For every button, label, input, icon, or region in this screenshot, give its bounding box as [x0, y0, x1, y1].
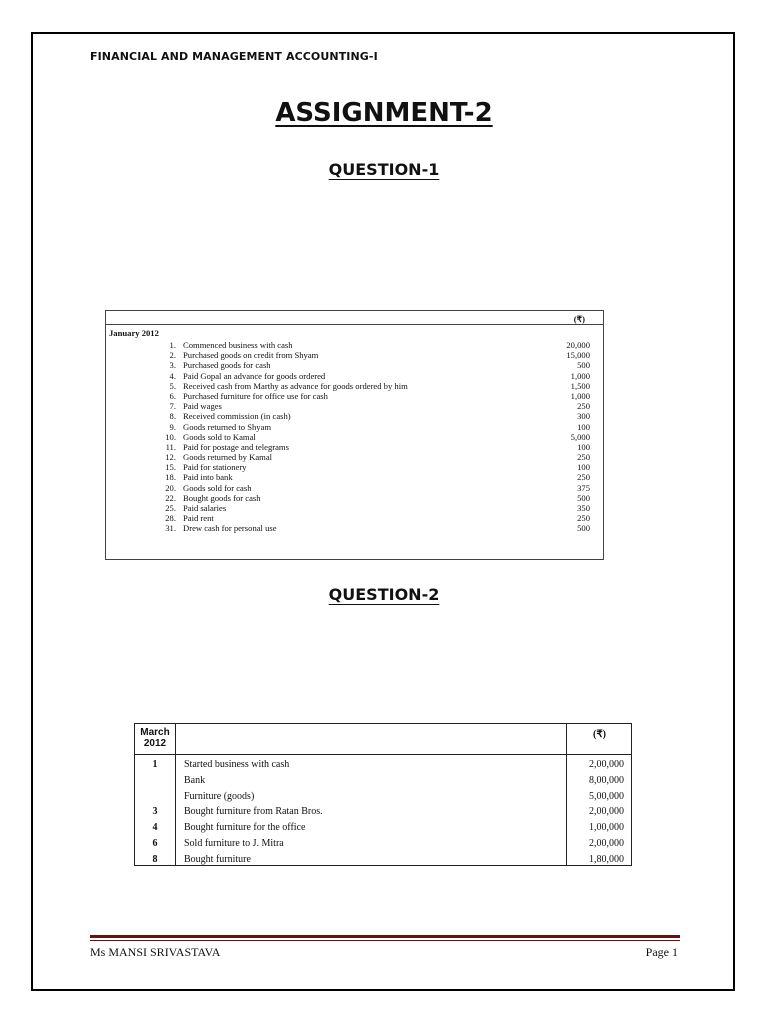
question-1-heading-text: QUESTION-1: [328, 160, 440, 179]
entry-description: Started business with cash: [184, 759, 290, 770]
entry-amount: 100: [577, 421, 590, 432]
entry-date: 4.: [169, 370, 176, 381]
entry-amount: 375: [577, 482, 590, 493]
entry-date: 8.: [169, 411, 176, 422]
question-1-heading: [0, 160, 768, 179]
entry-amount: 15,000: [566, 350, 590, 361]
table-row: [106, 483, 603, 493]
table-row: [106, 391, 603, 401]
entry-amount: 5,00,000: [589, 790, 624, 802]
entry-description: Commenced business with cash: [183, 340, 293, 350]
currency-header: (₹): [573, 314, 585, 324]
entry-description: Paid for postage and telegrams: [183, 441, 289, 452]
month-label: January 2012: [109, 328, 159, 338]
table-row: [106, 381, 603, 391]
table-row: [106, 462, 603, 472]
table-row: [106, 422, 603, 432]
entry-description: Paid Gopal an advance for goods ordered: [183, 370, 326, 381]
month-label: [135, 727, 175, 749]
footer-divider: [90, 935, 680, 938]
table-row: [135, 789, 631, 805]
table-divider: [135, 754, 631, 755]
currency-header: (₹): [592, 729, 607, 740]
entry-amount: 2,00,000: [589, 806, 624, 818]
entry-amount: 8,00,000: [589, 774, 624, 786]
entry-amount: 350: [577, 503, 590, 513]
entry-description: Furniture (goods): [184, 790, 255, 802]
footer-author: Ms MANSI SRIVASTAVA: [90, 945, 221, 959]
entry-date: 6: [152, 837, 158, 849]
entry-date: 10.: [165, 431, 176, 442]
question-1-rows: [106, 340, 603, 534]
footer-page-number: Page 1: [645, 945, 678, 959]
table-row: [106, 523, 603, 533]
entry-date: 6.: [169, 390, 176, 401]
table-row: [106, 503, 603, 513]
entry-description: Bought furniture: [184, 853, 251, 865]
entry-amount: 100: [577, 441, 590, 452]
table-row: [135, 820, 631, 836]
table-row: [106, 452, 603, 462]
entry-description: Received cash from Marthy as advance for goods ordered by him: [183, 380, 408, 391]
table-row: [106, 401, 603, 411]
footer-divider: [90, 940, 680, 941]
entry-date: 22.: [165, 492, 176, 503]
entry-amount: 500: [577, 492, 590, 503]
entry-amount: 5,000: [570, 431, 590, 442]
entry-description: Goods returned to Shyam: [183, 421, 272, 432]
entry-amount: 1,00,000: [589, 822, 624, 834]
question-2-rows: [135, 757, 631, 868]
table-row: [106, 442, 603, 452]
entry-date: 3: [152, 806, 158, 818]
question-1-table: [105, 310, 604, 560]
entry-date: 12.: [165, 452, 176, 463]
table-row: [135, 804, 631, 820]
table-row: [135, 757, 631, 773]
entry-amount: 300: [577, 411, 590, 422]
entry-date: 1.: [169, 340, 176, 350]
entry-date: 7.: [169, 401, 176, 412]
entry-description: Paid rent: [183, 513, 214, 524]
table-row: [106, 340, 603, 350]
month-label-line1: March: [140, 727, 170, 738]
entry-description: Bank: [184, 774, 206, 786]
entry-description: Paid wages: [183, 401, 222, 412]
table-row: [106, 472, 603, 482]
entry-date: 15.: [165, 462, 176, 473]
entry-description: Paid for stationery: [183, 462, 247, 473]
entry-amount: 1,500: [570, 380, 590, 391]
entry-amount: 100: [577, 462, 590, 473]
entry-description: Received commission (in cash): [183, 411, 291, 422]
table-row: [106, 411, 603, 421]
entry-description: Bought furniture for the office: [184, 822, 306, 834]
entry-date: 5.: [169, 380, 176, 391]
table-row: [106, 371, 603, 381]
table-row: [106, 432, 603, 442]
entry-description: Bought furniture from Ratan Bros.: [184, 806, 323, 818]
entry-amount: 250: [577, 472, 590, 483]
entry-date: 18.: [165, 472, 176, 483]
entry-description: Paid into bank: [183, 472, 233, 483]
entry-amount: 250: [577, 401, 590, 412]
table-row: [135, 836, 631, 852]
entry-amount: 2,00,000: [589, 759, 624, 770]
entry-description: Bought goods for cash: [183, 492, 261, 503]
course-header: FINANCIAL AND MANAGEMENT ACCOUNTING-I: [90, 50, 378, 63]
entry-date: 1: [152, 759, 158, 770]
entry-description: Goods sold to Kamal: [183, 431, 256, 442]
entry-amount: 500: [577, 360, 590, 371]
entry-description: Drew cash for personal use: [183, 523, 277, 534]
entry-date: 3.: [169, 360, 176, 371]
entry-amount: 500: [577, 523, 590, 534]
entry-amount: 1,000: [570, 390, 590, 401]
table-row: [106, 513, 603, 523]
entry-amount: 1,80,000: [589, 853, 624, 865]
table-row: [106, 350, 603, 360]
entry-date: 25.: [165, 503, 176, 513]
entry-amount: 2,00,000: [589, 837, 624, 849]
month-label-line2: 2012: [143, 738, 167, 749]
table-row: [106, 360, 603, 370]
question-2-heading-text: QUESTION-2: [328, 585, 440, 604]
entry-amount: 20,000: [566, 340, 590, 350]
entry-date: 2.: [169, 350, 176, 361]
entry-date: 8: [152, 853, 158, 865]
assignment-title-text: ASSIGNMENT-2: [275, 98, 493, 128]
entry-description: Purchased furniture for office use for cash: [183, 390, 328, 401]
entry-description: Paid salaries: [183, 503, 227, 513]
assignment-title: [0, 98, 768, 128]
table-row: [135, 852, 631, 868]
entry-description: Sold furniture to J. Mitra: [184, 837, 284, 849]
question-2-heading: [0, 585, 768, 604]
table-divider: [106, 324, 603, 325]
entry-date: 31.: [165, 523, 176, 534]
entry-date: 9.: [169, 421, 176, 432]
entry-date: 20.: [165, 482, 176, 493]
entry-date: 11.: [165, 441, 176, 452]
entry-amount: 1,000: [570, 370, 590, 381]
entry-description: Goods returned by Kamal: [183, 452, 273, 463]
table-row: [135, 773, 631, 789]
question-2-table: [134, 723, 632, 866]
entry-description: Purchased goods for cash: [183, 360, 271, 371]
entry-amount: 250: [577, 513, 590, 524]
entry-amount: 250: [577, 452, 590, 463]
table-row: [106, 493, 603, 503]
entry-date: 4: [152, 822, 158, 834]
entry-date: 28.: [165, 513, 176, 524]
entry-description: Purchased goods on credit from Shyam: [183, 350, 319, 361]
entry-description: Goods sold for cash: [183, 482, 252, 493]
